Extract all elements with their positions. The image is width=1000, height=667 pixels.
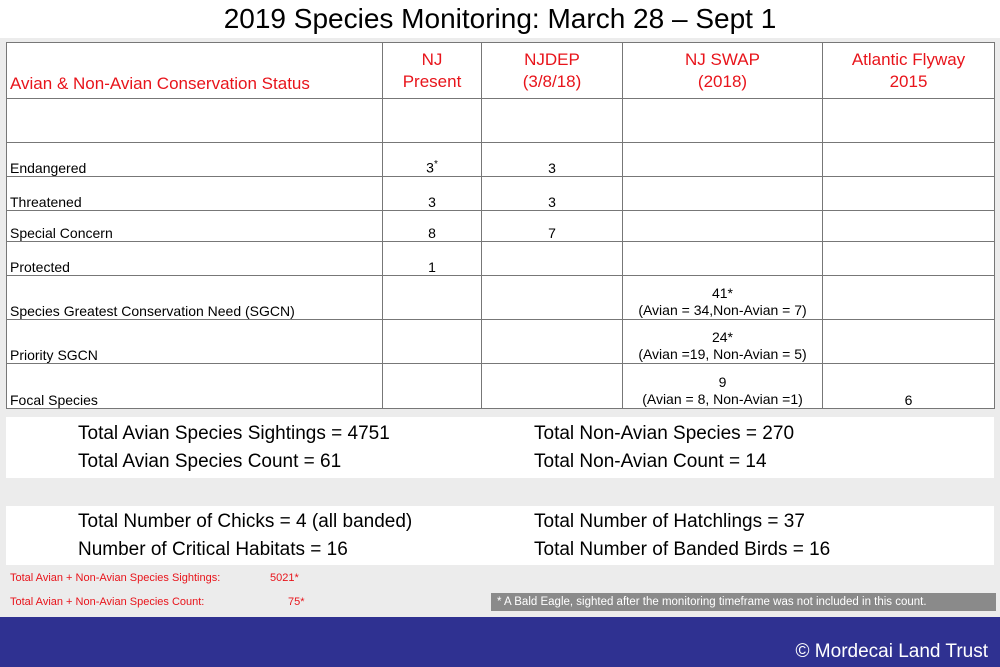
critical-habitats: Number of Critical Habitats = 16 — [78, 539, 348, 560]
njdep-value: 3 — [482, 177, 623, 211]
table-header-row — [7, 43, 995, 99]
flyway-value — [823, 320, 995, 364]
swap-value — [623, 242, 823, 276]
table-row-blank — [7, 99, 995, 143]
header-njdep: NJDEP (3/8/18) — [482, 43, 623, 99]
total-avian-count: Total Avian Species Count = 61 — [78, 451, 342, 472]
swap-value: 9 (Avian = 8, Non-Avian =1) — [623, 364, 823, 409]
row-label: Special Concern — [7, 211, 383, 242]
row-label: Priority SGCN — [7, 320, 383, 364]
swap-value — [623, 211, 823, 242]
flyway-value — [823, 211, 995, 242]
swap-value: 41* (Avian = 34,Non-Avian = 7) — [623, 276, 823, 320]
flyway-value — [823, 242, 995, 276]
njdep-value: 7 — [482, 211, 623, 242]
nj-present-value: 3* — [383, 143, 482, 177]
combined-sightings: Total Avian + Non-Avian Species Sightings: 5021* — [10, 572, 299, 584]
nj-present-value: 1 — [383, 242, 482, 276]
swap-value — [623, 177, 823, 211]
total-non-avian-species: Total Non-Avian Species = 270 — [534, 423, 795, 444]
header-status-label: Avian & Non-Avian Conservation Status — [7, 43, 383, 99]
row-label: Focal Species — [7, 364, 383, 409]
combined-count: Total Avian + Non-Avian Species Count: 75* — [10, 596, 305, 608]
table-row — [7, 177, 995, 211]
swap-value: 24* (Avian =19, Non-Avian = 5) — [623, 320, 823, 364]
nj-present-value: 3 — [383, 177, 482, 211]
flyway-value — [823, 276, 995, 320]
table-row — [7, 276, 995, 320]
row-label: Threatened — [7, 177, 383, 211]
footer-bar — [0, 617, 1000, 667]
conservation-status-table — [6, 42, 995, 409]
flyway-value: 6 — [823, 364, 995, 409]
totals-box-habitat — [6, 506, 994, 565]
header-atlantic-flyway: Atlantic Flyway 2015 — [823, 43, 995, 99]
totals-box-species — [6, 417, 994, 478]
page-title: 2019 Species Monitoring: March 28 – Sept 1 — [0, 0, 1000, 38]
table-row — [7, 242, 995, 276]
row-label: Protected — [7, 242, 383, 276]
njdep-value: 3 — [482, 143, 623, 177]
asterisk-mark: * — [433, 159, 438, 171]
table-row — [7, 143, 995, 177]
footnote-bald-eagle: * A Bald Eagle, sighted after the monitoring timeframe was not included in this count. — [491, 593, 996, 611]
header-nj-swap: NJ SWAP (2018) — [623, 43, 823, 99]
total-hatchlings: Total Number of Hatchlings = 37 — [534, 511, 805, 532]
table-row — [7, 364, 995, 409]
row-label: Endangered — [7, 143, 383, 177]
nj-present-value: 8 — [383, 211, 482, 242]
total-chicks: Total Number of Chicks = 4 (all banded) — [78, 511, 413, 532]
total-banded-birds: Total Number of Banded Birds = 16 — [534, 539, 831, 560]
flyway-value — [823, 177, 995, 211]
copyright-credit: © Mordecai Land Trust — [795, 641, 988, 662]
row-label: Species Greatest Conservation Need (SGCN) — [7, 276, 383, 320]
header-nj-present: NJ Present — [383, 43, 482, 99]
swap-value — [623, 143, 823, 177]
njdep-value — [482, 242, 623, 276]
total-non-avian-count: Total Non-Avian Count = 14 — [534, 451, 767, 472]
total-avian-sightings: Total Avian Species Sightings = 4751 — [78, 423, 390, 444]
flyway-value — [823, 143, 995, 177]
table-row — [7, 211, 995, 242]
table-row — [7, 320, 995, 364]
